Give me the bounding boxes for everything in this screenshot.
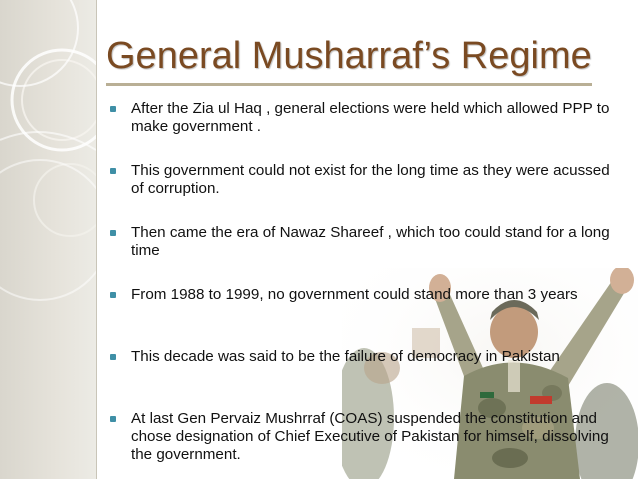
bullet-text: Then came the era of Nawaz Shareef , which too could stand for a long time xyxy=(131,224,610,259)
bullet-text: This government could not exist for the long time as they were acussed of corruption. xyxy=(131,162,610,197)
square-bullet-icon xyxy=(110,168,116,174)
square-bullet-icon xyxy=(110,230,116,236)
vertical-divider xyxy=(96,0,97,479)
square-bullet-icon xyxy=(110,292,116,298)
bullet-text: From 1988 to 1999, no government could stand more than 3 years xyxy=(131,286,578,303)
left-decorative-band xyxy=(0,0,96,479)
title-underline xyxy=(106,83,592,86)
square-bullet-icon xyxy=(110,354,116,360)
bullet-text: After the Zia ul Haq , general elections were held which allowed PPP to make government . xyxy=(131,100,610,135)
concentric-arcs-decoration xyxy=(0,0,96,479)
square-bullet-icon xyxy=(110,416,116,422)
bullet-text: This decade was said to be the failure of democracy in Pakistan xyxy=(131,348,560,365)
bullet-text: At last Gen Pervaiz Mushrraf (COAS) suspended the constitution and chose designation of Chief Executive of Pakistan for himself, dissolving the government. xyxy=(131,410,609,463)
square-bullet-icon xyxy=(110,106,116,112)
slide-title: General Musharraf’s Regime xyxy=(106,35,592,77)
